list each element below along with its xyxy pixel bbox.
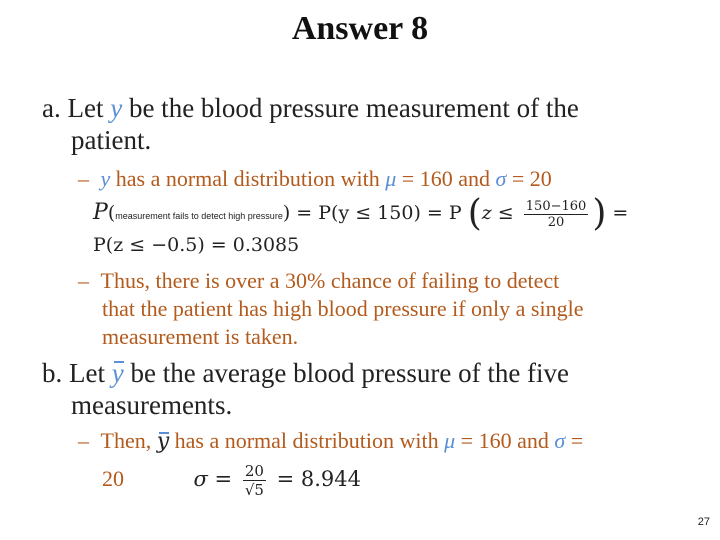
eq1-denominator: 20 bbox=[524, 214, 589, 230]
eq3-numerator: 20 bbox=[244, 462, 264, 480]
part-a-marker: a. bbox=[42, 93, 61, 123]
eq3-equals: = bbox=[214, 467, 233, 491]
bullet-dash: – bbox=[78, 428, 89, 453]
eq1-fraction bbox=[524, 199, 589, 230]
part-b-line2: measurements. bbox=[71, 390, 233, 420]
mu-symbol: μ bbox=[385, 166, 397, 191]
mu-value: = 160 and bbox=[401, 166, 490, 191]
part-a-var: y bbox=[110, 93, 123, 123]
part-a-bullet1 bbox=[78, 166, 552, 192]
sigma-value: = bbox=[570, 428, 584, 453]
part-a-rest: be the blood pressure measurement of the bbox=[128, 93, 579, 123]
mu-symbol: μ bbox=[444, 428, 456, 453]
slide-title: Answer 8 bbox=[291, 10, 429, 47]
sigma-value: = 20 bbox=[511, 166, 552, 191]
bullet2-line2: that the patient has high blood pressure if only a single bbox=[102, 296, 584, 321]
part-a-line2: patient. bbox=[71, 125, 152, 155]
eq3-sigma: σ bbox=[193, 467, 208, 491]
part-b-var-ybar: y bbox=[111, 358, 124, 388]
eq1-event: measurement fails to detect high pressure bbox=[115, 211, 283, 221]
bullet-dash: – bbox=[78, 166, 89, 191]
eq1-end: = bbox=[612, 202, 629, 224]
part-b-marker: b. bbox=[42, 358, 63, 388]
eq1-mid: = P(y ≤ 150) = P bbox=[296, 202, 462, 224]
bullet-var: y bbox=[100, 166, 111, 191]
bullet2-line3: measurement is taken. bbox=[102, 324, 299, 349]
eq1-p: P bbox=[93, 200, 108, 225]
eq3-denominator: √5 bbox=[244, 481, 264, 499]
eq3-result: = 8.944 bbox=[276, 467, 362, 491]
sigma-value-cont: 20 bbox=[102, 466, 124, 491]
part-b-bullet1 bbox=[78, 428, 583, 454]
bullet2-line1 bbox=[78, 267, 583, 295]
bullet-text: has a normal distribution with bbox=[115, 166, 380, 191]
sigma-symbol: σ bbox=[495, 166, 507, 191]
part-b-rest: be the average blood pressure of the five bbox=[130, 358, 570, 388]
part-a-intro: Let bbox=[67, 93, 104, 123]
slide-number: 27 bbox=[697, 516, 710, 528]
part-a-bullet2 bbox=[78, 267, 583, 351]
eq1-z: z ≤ bbox=[481, 202, 514, 224]
bullet-dash: – bbox=[78, 268, 89, 293]
mu-value: = 160 and bbox=[460, 428, 549, 453]
part-b-line1 bbox=[42, 358, 569, 389]
part-b-bullet-ybar: y bbox=[156, 429, 170, 454]
part-b-intro: Let bbox=[69, 358, 105, 388]
bullet-lead: Then, bbox=[100, 428, 152, 453]
equation-3 bbox=[193, 462, 362, 499]
part-a-line1 bbox=[42, 93, 579, 124]
bullet-text: has a normal distribution with bbox=[174, 428, 439, 453]
eq1-numerator: 150−160 bbox=[525, 198, 587, 214]
sigma-symbol: σ bbox=[554, 428, 566, 453]
equation-1: P(measurement fails to detect high pressure) = P(y ≤ 150) = P (z ≤ $\frac{150-160}{20}$ ) = bbox=[93, 193, 629, 234]
bullet2-text-1: Thus, there is over a 30% chance of failing to detect bbox=[100, 268, 560, 293]
eq3-fraction bbox=[243, 462, 266, 499]
equation-2: P(z ≤ −0.5) = 0.3085 bbox=[93, 234, 300, 256]
part-b-bullet1-line2 bbox=[102, 462, 361, 499]
